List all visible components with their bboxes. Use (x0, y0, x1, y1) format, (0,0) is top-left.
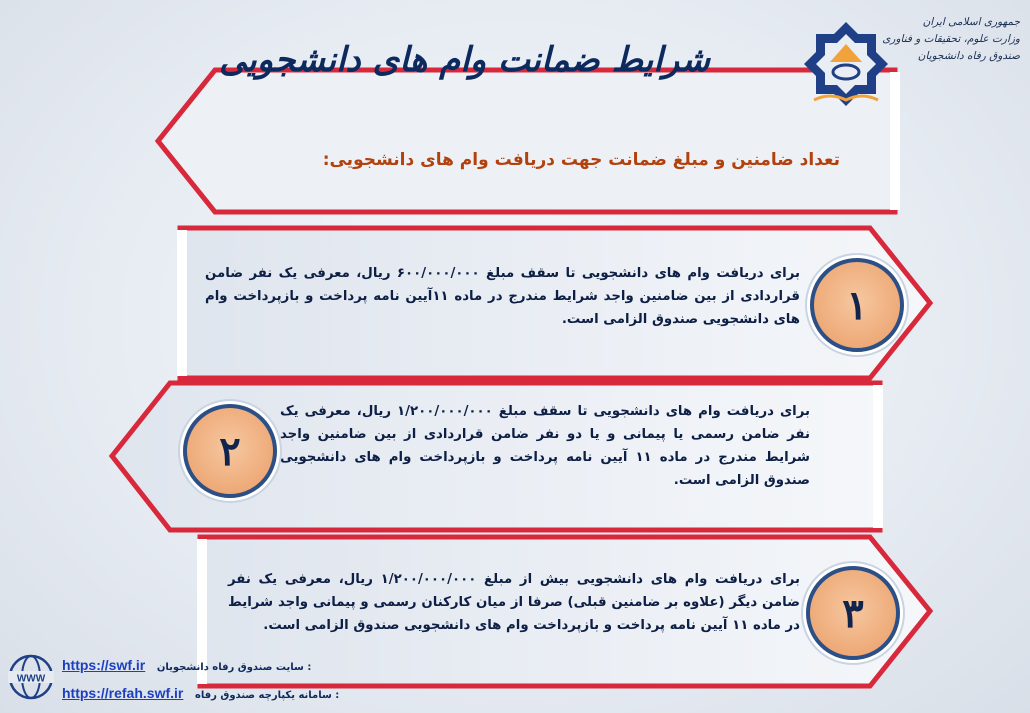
ministry-line-2: وزارت علوم، تحقیقات و فناوری (882, 33, 1020, 45)
ministry-line-1: جمهوری اسلامی ایران (922, 16, 1020, 28)
section-subtitle: تعداد ضامنین و مبلغ ضمانت جهت دریافت وام های دانشجویی: (322, 150, 840, 170)
item-2-number: ۲ (183, 404, 277, 498)
footer-site-link[interactable]: https://swf.ir (62, 657, 146, 673)
footer-site-label: : سایت صندوق رفاه دانشجویان (156, 662, 312, 673)
item-2-text: برای دریافت وام های دانشجویی تا سقف مبلغ ۱/۲۰۰/۰۰۰/۰۰۰ ریال، معرفی یک نفر ضامن رسمی یا پیمانی و یا دو نفر ضامن قراردادی از بین ضامنین واجد شرایط مندرج در ماده ۱۱ آیین نامه پرداخت و بازپرداخت وام های دانشجویی صندوق الزامی است. (280, 404, 810, 488)
page-title: شرایط ضمانت وام های دانشجویی (218, 40, 710, 80)
svg-text:WWW: WWW (16, 673, 46, 685)
item-1-number: ۱ (810, 258, 904, 352)
item-3-text: برای دریافت وام های دانشجویی بیش از مبلغ ۱/۲۰۰/۰۰۰/۰۰۰ ریال، معرفی یک نفر ضامن دیگر (علاوه بر ضامنین قبلی) صرفا از میان کارکنان رسمی و پیمانی واجد شرایط در ماده ۱۱ آیین نامه پرداخت و بازپرداخت وام های دانشجویی صندوق الزامی است. (228, 572, 800, 633)
footer-site-row (62, 655, 311, 674)
item-3-number: ۳ (806, 566, 900, 660)
ministry-heading (882, 14, 1020, 65)
logo-emblem (800, 18, 892, 106)
globe-www-icon (6, 652, 56, 702)
footer-system-label: : سامانه یکپارچه صندوق رفاه (194, 690, 340, 701)
ministry-line-3: صندوق رفاه دانشجویان (917, 50, 1020, 62)
footer-system-link[interactable]: https://refah.swf.ir (62, 685, 184, 701)
footer-system-row (62, 683, 339, 702)
header-frame (158, 70, 895, 212)
item-1-text: برای دریافت وام های دانشجویی تا سقف مبلغ ۶۰۰/۰۰۰/۰۰۰ ریال، معرفی یک نفر ضامن قراردادی از بین ضامنین واجد شرایط مندرج در ماده ۱۱آیین نامه پرداخت و بازپرداخت وام های دانشجویی صندوق الزامی است. (205, 266, 800, 327)
